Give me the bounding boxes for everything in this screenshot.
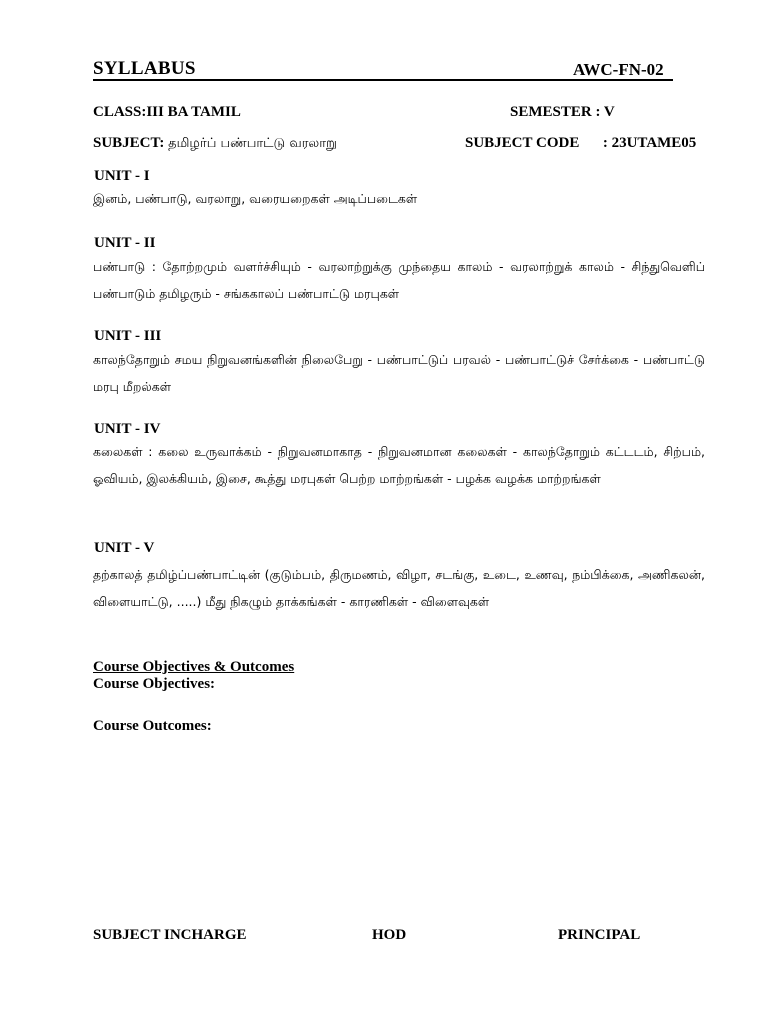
unit-heading: UNIT - III [94, 328, 162, 344]
hod-label: HOD [372, 927, 407, 943]
semester-label: SEMESTER [510, 104, 592, 120]
unit-content: காலந்தோறும் சமய நிறுவனங்களின் நிலைபேறு - பண்பாட்டுப் பரவல் - பண்பாட்டுச் சேர்க்கை - பண்பாட்டு மரபு மீறல்கள் [93, 352, 705, 394]
document-title: SYLLABUS [93, 58, 196, 79]
unit-heading: UNIT - II [94, 235, 156, 251]
subject-value: தமிழர்ப் பண்பாட்டு வரலாறு [168, 136, 337, 151]
document-code: AWC-FN-02 [573, 60, 664, 79]
header-rule [93, 79, 673, 81]
semester-value: : V [595, 104, 615, 120]
subject-code-field [465, 135, 696, 152]
unit-heading: UNIT - IV [94, 421, 161, 437]
subject-label: SUBJECT [93, 135, 160, 151]
class-label: CLASS:III BA TAMIL [93, 104, 241, 120]
unit-heading: UNIT - V [94, 540, 155, 556]
course-section-title: Course Objectives & Outcomes [93, 659, 295, 675]
subject-code-label: SUBJECT CODE [465, 135, 580, 151]
unit-content: தற்காலத் தமிழ்ப்பண்பாட்டின் (குடும்பம், திருமணம், விழா, சடங்கு, உடை, உணவு, நம்பிக்கை, அணிகலன், விளையாட்டு, .....) மீது நிகழும் தாக்கங்கள் - காரணிகள் - விளைவுகள் [93, 567, 705, 609]
subject-field: SUBJECT: தமிழர்ப் பண்பாட்டு வரலாறு [93, 135, 337, 151]
unit-heading: UNIT - I [94, 168, 150, 184]
unit-content: பண்பாடு : தோற்றமும் வளர்ச்சியும் - வரலாற்றுக்கு முந்தைய காலம் - வரலாற்றுக் காலம் - சிந்துவெளிப் பண்பாடும் தமிழரும் - சங்ககாலப் பண்பாட்டு மரபுகள் [93, 259, 705, 301]
course-objectives-label: Course Objectives: [93, 676, 216, 692]
subject-incharge-label: SUBJECT INCHARGE [93, 927, 247, 943]
unit-content: கலைகள் : கலை உருவாக்கம் - நிறுவனமாகாத - நிறுவனமான கலைகள் - காலந்தோறும் கட்டடம், சிற்பம், ஓவியம், இலக்கியம், இசை, கூத்து மரபுகள் பெற்ற மாற்றங்கள் - பழக்க வழக்க மாற்றங்கள் [93, 444, 705, 486]
principal-label: PRINCIPAL [558, 927, 641, 943]
semester-field [510, 104, 615, 121]
subject-code-value: : 23UTAME05 [602, 135, 697, 151]
course-outcomes-label: Course Outcomes: [93, 718, 212, 734]
unit-content: இனம், பண்பாடு, வரலாறு, வரையறைகள் அடிப்படைகள் [93, 191, 418, 206]
